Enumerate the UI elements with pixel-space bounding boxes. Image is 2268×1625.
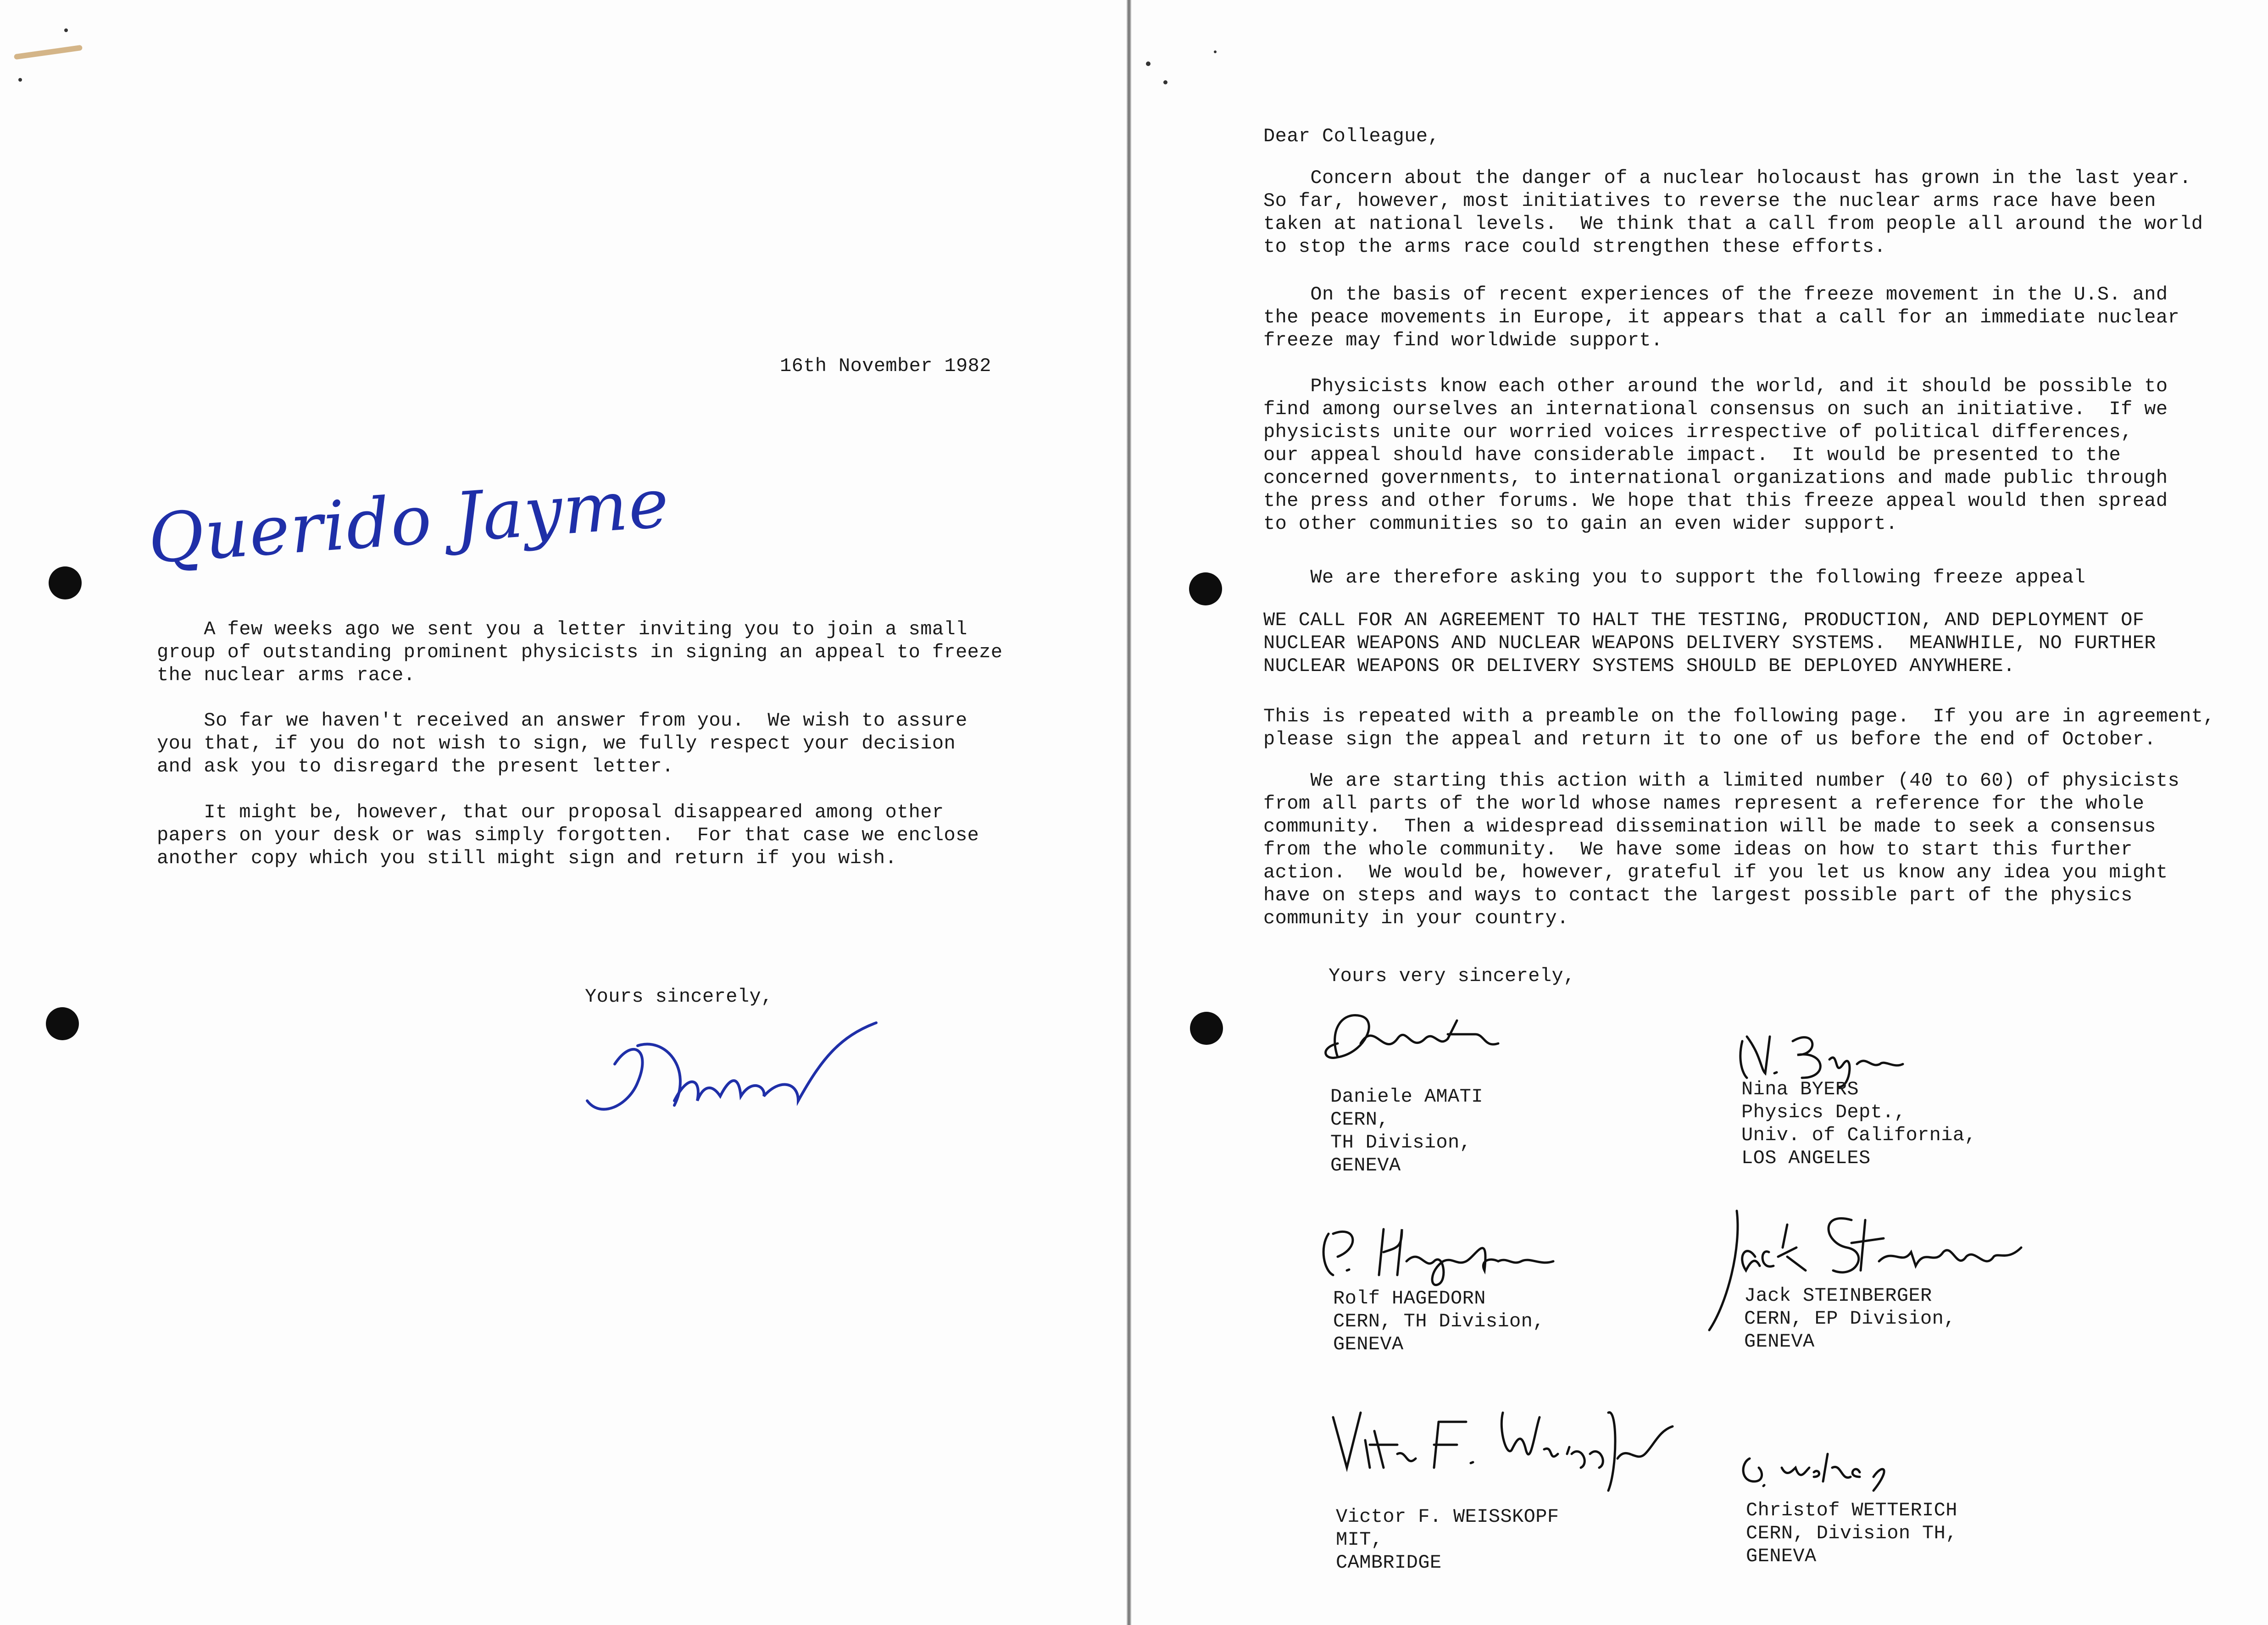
right-paragraph-4: We are therefore asking you to support the following freeze appeal (1263, 566, 2086, 588)
dust-speck (64, 28, 68, 32)
signatory-wetterich: Christof WETTERICH CERN, Division TH, GENEVA (1746, 1499, 1957, 1567)
letter-date: 16th November 1982 (780, 355, 991, 377)
page-divider (1127, 0, 1131, 1625)
byers-signature-image (1733, 1023, 1907, 1087)
dust-speck (18, 78, 22, 82)
punch-hole (49, 566, 82, 599)
handwritten-salutation: Querido Jayme (145, 463, 672, 579)
amati-signature-image (1310, 1002, 1503, 1066)
left-letter-page: 16th November 1982 Querido Jayme A few weeks ago we sent you a letter inviting you to join a small group of outstanding prominent physicists in signing an appeal to freeze the nuclear arms race. So far we haven't received an answer from you. We wish to assure you that, if you do not wish to sign, we fully respect your decision and ask you to disregard the present letter. It might be, however, that our proposal disappeared among other papers on your desk or was simply forgotten. For that case we enclose another copy which you still might sign and return if you wish. Yours sincerely, (0, 0, 1128, 1625)
right-closing: Yours very sincerely, (1329, 965, 1575, 987)
signatory-amati: Daniele AMATI CERN, TH Division, GENEVA (1330, 1086, 1483, 1176)
dust-speck (1214, 50, 1217, 53)
signatory-weisskopf: Victor F. WEISSKOPF MIT, CAMBRIDGE (1336, 1506, 1559, 1574)
signatory-steinberger: Jack STEINBERGER CERN, EP Division, GENEVA (1744, 1285, 1956, 1353)
dust-speck (1163, 80, 1167, 84)
daniel-signature-image (583, 1009, 876, 1128)
weisskopf-signature-image (1333, 1403, 1673, 1495)
left-closing: Yours sincerely, (585, 986, 773, 1008)
signatory-hagedorn: Rolf HAGEDORN CERN, TH Division, GENEVA (1333, 1287, 1545, 1355)
right-salutation: Dear Colleague, (1263, 125, 1440, 147)
right-letter-page: Dear Colleague, Concern about the danger of a nuclear holocaust has grown in the last year. So far, however, most initiatives to reverse the nuclear arms race have been taken at national levels. We think that a call from people all around the world to stop the arms race could strengthen these efforts. On the basis of recent experiences of the freeze movement in the U.S. and the peace movements in Europe, it appears that a call for an immediate nuclear freeze may find worldwide support. Physicists know each other around the world, and it should be possible to find among ourselves an international consensus on such an initiative. If we physicists unite our worried voices irrespective of political differences, our appeal should have considerable impact. It would be presented to the concerned governments, to international organizations and made public through the press and other forums. We hope that this freeze appeal would then spread to other communities so to gain an even wider support. We are therefore asking you to support the following freeze appeal WE CALL FOR AN AGREEMENT TO HALT THE TESTING, PRODUCTION, AND DEPLOYMENT OF NUCLEAR WEAPONS AND NUCLEAR WEAPONS DELIVERY SYSTEMS. MEANWHILE, NO FURTHER NUCLEAR WEAPONS OR DELIVERY SYSTEMS SHOULD BE DEPLOYED ANYWHERE. This is repeated with a preamble on the following page. If you are in agreement, please sign the appeal and return it to one of us before the end of October. We are starting this action with a limited number (40 to 60) of physicists from all parts of the world whose names represent a reference for the whole community. Then a widespread dissemination will be made to seek a consensus from the whole community. We have some ideas on how to start this further action. We would be, however, grateful if you let us know any idea you might have on steps and ways to contact the largest possible part of the physics community in your country. Yours very sincerely, Daniele AMATI CERN, TH Division, GENEVA Nina BYERS Physics Dept., Univ. of California, LOS ANGELES Rolf HAGEDORN CERN, TH Division, GENEVA Jack STEINBERGER CERN, EP Division, GENEVA Victor F. WEISSKOPF MIT, CAMBRIDGE Christof WETTERICH CERN, Division TH, GENEVA (1131, 0, 2268, 1625)
hagedorn-signature-image (1315, 1220, 1553, 1284)
punch-hole (1189, 572, 1222, 605)
punch-hole (1190, 1012, 1223, 1045)
signatory-byers: Nina BYERS Physics Dept., Univ. of California, LOS ANGELES (1741, 1078, 1977, 1169)
punch-hole (46, 1007, 79, 1040)
dust-speck (1146, 61, 1151, 66)
stain-mark (14, 45, 83, 60)
wetterich-signature-image (1736, 1449, 1901, 1495)
